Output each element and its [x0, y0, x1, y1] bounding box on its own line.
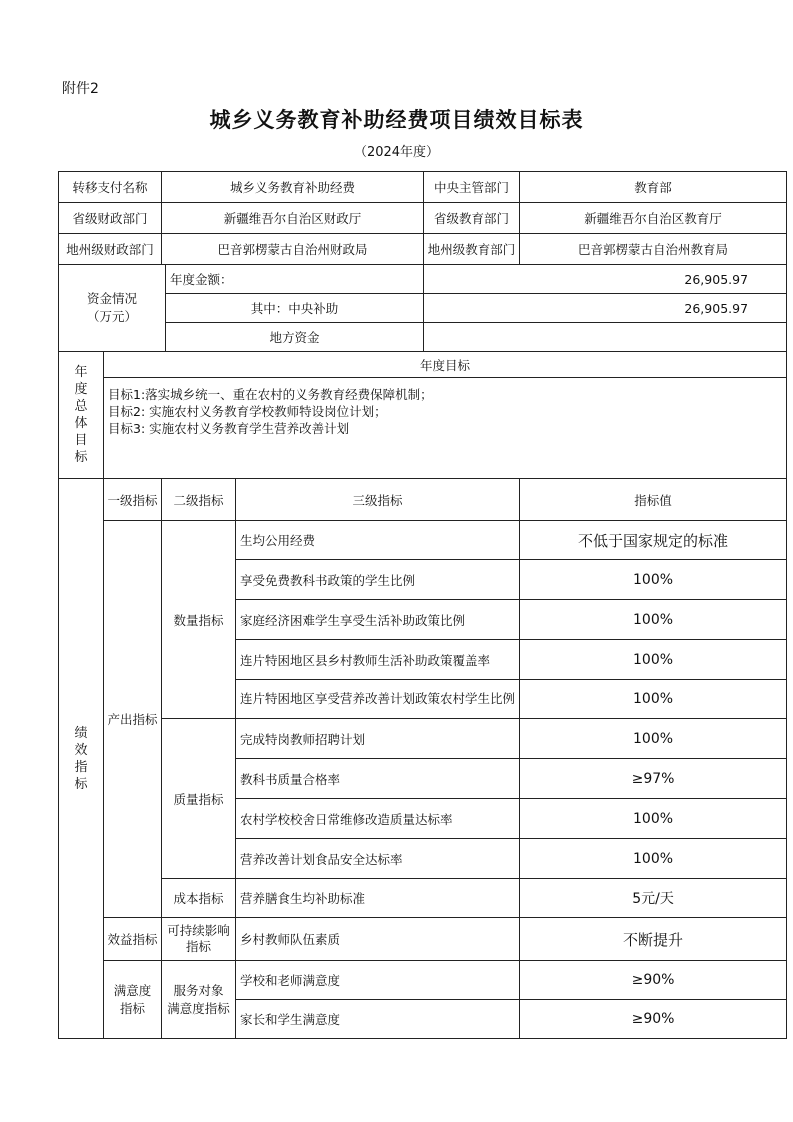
indicator-value: 不低于国家规定的标准	[520, 521, 787, 560]
benefit-label: 效益指标	[104, 918, 162, 961]
output-label: 产出指标	[104, 521, 162, 918]
level1-header: 一级指标	[104, 479, 162, 521]
goal-item: 目标2: 实施农村义务教育学校教师特设岗位计划；	[108, 404, 387, 419]
info-row	[59, 203, 787, 234]
indicator-value: 不断提升	[520, 918, 787, 961]
goals-header-row	[59, 352, 787, 378]
service-label: 服务对象 满意度指标	[162, 961, 236, 1039]
goal-item: 目标1:落实城乡统一、重在农村的义务教育经费保障机制；	[108, 387, 433, 402]
indicator-value: 100%	[520, 600, 787, 640]
indicator-value: 100%	[520, 719, 787, 759]
indicator-value: ≥90%	[520, 961, 787, 1000]
pref-fin-value: 巴音郭楞蒙古自治州财政局	[162, 234, 424, 265]
year-label: （2024年度）	[353, 145, 440, 160]
level2-header: 二级指标	[162, 479, 236, 521]
cost-label: 成本指标	[162, 879, 236, 918]
central-dept-label: 中央主管部门	[424, 172, 520, 203]
indicator-value: 100%	[520, 680, 787, 719]
prov-edu-value: 新疆维吾尔自治区教育厅	[520, 203, 787, 234]
indicator-value: 5元/天	[520, 879, 787, 918]
indicator-name: 学校和老师满意度	[236, 961, 520, 1000]
pref-fin-label: 地州级财政部门	[59, 234, 162, 265]
central-dept-value: 教育部	[520, 172, 787, 203]
prov-fin-value: 新疆维吾尔自治区财政厅	[162, 203, 424, 234]
funds-row	[59, 294, 787, 323]
prov-edu-label: 省级教育部门	[424, 203, 520, 234]
funds-row	[59, 323, 787, 352]
indicator-name: 连片特困地区县乡村教师生活补助政策覆盖率	[236, 640, 520, 680]
funds-row	[59, 265, 787, 294]
performance-table	[58, 171, 787, 1039]
central-fund-label: 其中：中央补助	[166, 294, 424, 323]
info-row	[59, 172, 787, 203]
transfer-label: 转移支付名称	[59, 172, 162, 203]
goal-item: 目标3: 实施农村义务教育学生营养改善计划	[108, 421, 350, 436]
funds-label: 资金情况 （万元）	[59, 265, 166, 352]
indicator-name: 享受免费教科书政策的学生比例	[236, 560, 520, 600]
annex-label: 附件2	[62, 81, 99, 97]
indicator-name: 营养改善计划食品安全达标率	[236, 839, 520, 879]
indicator-value: 100%	[520, 839, 787, 879]
goals-header: 年度目标	[104, 352, 787, 378]
prov-fin-label: 省级财政部门	[59, 203, 162, 234]
sustain-label: 可持续影响 指标	[162, 918, 236, 961]
indicator-name: 农村学校校舍日常维修改造质量达标率	[236, 799, 520, 839]
indicator-value: ≥90%	[520, 1000, 787, 1039]
indicator-name: 家庭经济困难学生享受生活补助政策比例	[236, 600, 520, 640]
local-fund-label: 地方资金	[166, 323, 424, 352]
goals-row	[59, 378, 787, 479]
table-row	[59, 879, 787, 918]
central-fund-value: 26,905.97	[424, 294, 787, 323]
table-row	[59, 521, 787, 560]
pref-edu-label: 地州级教育部门	[424, 234, 520, 265]
indicator-name: 乡村教师队伍素质	[236, 918, 520, 961]
indicator-value: 100%	[520, 640, 787, 680]
table-row	[59, 918, 787, 961]
indicator-value: 100%	[520, 560, 787, 600]
annual-label: 年度金额：	[166, 265, 424, 294]
indicator-value: 100%	[520, 799, 787, 839]
level3-header: 三级指标	[236, 479, 520, 521]
local-fund-value	[424, 323, 787, 352]
quantity-label: 数量指标	[162, 521, 236, 719]
table-row	[59, 961, 787, 1000]
value-header: 指标值	[520, 479, 787, 521]
page-title: 城乡义务教育补助经费项目绩效目标表	[209, 108, 584, 132]
transfer-value: 城乡义务教育补助经费	[162, 172, 424, 203]
annual-value: 26,905.97	[424, 265, 787, 294]
goals-side-label: 年 度 总 体 目 标	[59, 352, 104, 479]
indicator-name: 家长和学生满意度	[236, 1000, 520, 1039]
table-row	[59, 719, 787, 759]
indicator-name: 教科书质量合格率	[236, 759, 520, 799]
indicator-header-row	[59, 479, 787, 521]
indicators-side-label: 绩 效 指 标	[59, 479, 104, 1039]
indicator-name: 营养膳食生均补助标准	[236, 879, 520, 918]
pref-edu-value: 巴音郭楞蒙古自治州教育局	[520, 234, 787, 265]
goals-list	[104, 378, 787, 479]
indicator-name: 生均公用经费	[236, 521, 520, 560]
indicator-value: ≥97%	[520, 759, 787, 799]
indicator-name: 完成特岗教师招聘计划	[236, 719, 520, 759]
satisfaction-label: 满意度 指标	[104, 961, 162, 1039]
info-row	[59, 234, 787, 265]
quality-label: 质量指标	[162, 719, 236, 879]
indicator-name: 连片特困地区享受营养改善计划政策农村学生比例	[236, 680, 520, 719]
